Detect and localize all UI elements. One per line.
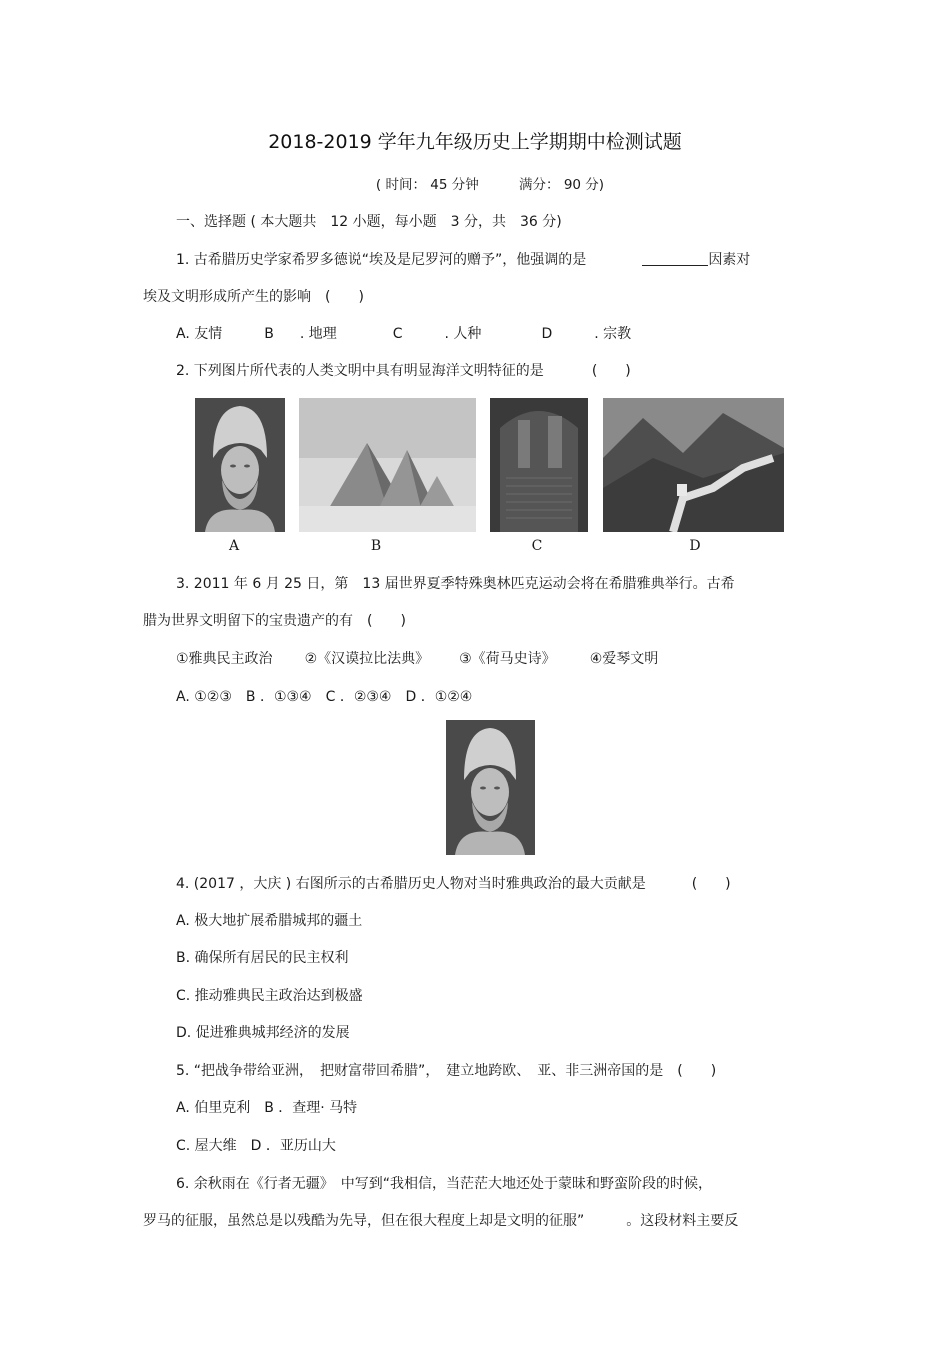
pericles-bust-image xyxy=(195,398,285,532)
q3-items xyxy=(176,650,658,668)
q2-stem: 2. 下列图片所代表的人类文明中具有明显海洋文明特征的是 xyxy=(176,363,544,379)
q2-caption-b: B xyxy=(370,538,382,554)
q2-answer-paren: ( ) xyxy=(591,363,631,379)
q6-line1: 6. 余秋雨在《行者无疆》 中写到“我相信，当茫茫大地还处于蒙昧和野蛮阶段的时候， xyxy=(176,1176,713,1192)
q5-options-1: A. 伯里克利 B ．查理· 马特 xyxy=(176,1100,358,1116)
q2-caption-a: A xyxy=(228,538,240,554)
q2-line1 xyxy=(176,362,631,380)
q4-option-d: D. 促进雅典城邦经济的发展 xyxy=(176,1025,350,1041)
q1-option-c-letter: C xyxy=(392,326,403,342)
section-heading: 一、选择题 ( 本大题共 12 小题，每小题 3 分，共 36 分) xyxy=(176,214,562,230)
q6-line2: 罗马的征服，虽然总是以残酷为先导，但在很大程度上却是文明的征服” 。这段材料主要反 xyxy=(143,1213,739,1229)
pericles-portrait-image xyxy=(446,720,535,855)
q4-stem: 4. (2017 ，大庆 ) 右图所示的古希腊历史人物对当时雅典政治的最大贡献是 xyxy=(176,876,646,892)
q3-item-3: ③《荷马史诗》 xyxy=(459,651,556,667)
q1-option-b-letter: B xyxy=(264,326,274,342)
q1-options xyxy=(176,325,631,343)
pyramids-image xyxy=(299,398,476,532)
q1-option-d: . 宗教 xyxy=(594,326,632,342)
exam-info xyxy=(0,176,950,194)
q4-option-b: B. 确保所有居民的民主权利 xyxy=(176,950,349,966)
q4-line1 xyxy=(176,875,731,893)
q1-option-d-letter: D xyxy=(541,326,553,342)
q1-blank xyxy=(642,251,708,266)
q1-option-b: . 地理 xyxy=(299,326,337,342)
page-title: 2018-2019 学年九年级历史上学期期中检测试题 xyxy=(268,131,682,153)
q1-line2: 埃及文明形成所产生的影响 ( ) xyxy=(143,289,364,305)
great-wall-image xyxy=(603,398,784,532)
q5-options-2: C. 屋大维 D ．亚历山大 xyxy=(176,1138,336,1154)
q1-line1 xyxy=(176,251,750,269)
exam-score: 满分： 90 分) xyxy=(519,177,605,193)
q3-item-4: ④爱琴文明 xyxy=(589,651,659,667)
q3-line1: 3. 2011 年 6 月 25 日，第 13 届世界夏季特殊奥林匹克运动会将在希腊雅典举行。古希 xyxy=(176,576,735,592)
q1-option-c: . 人种 xyxy=(444,326,482,342)
q3-item-1: ①雅典民主政治 xyxy=(176,651,273,667)
q3-options: A. ①②③ B ．①③④ C ．②③④ D ．①②④ xyxy=(176,689,473,705)
exam-time: ( 时间： 45 分钟 xyxy=(375,177,479,193)
q5-line1: 5. “把战争带给亚洲， 把财富带回希腊”， 建立地跨欧、 亚、非三洲帝国的是 ( ) xyxy=(176,1063,717,1079)
q1-option-a: A. 友情 xyxy=(176,326,223,342)
q2-caption-c: C xyxy=(531,538,543,554)
q2-caption-d: D xyxy=(689,538,701,554)
q4-option-c: C. 推动雅典民主政治达到极盛 xyxy=(176,988,363,1004)
q1-stem-end: 因素对 xyxy=(708,252,751,268)
q4-option-a: A. 极大地扩展希腊城邦的疆土 xyxy=(176,913,363,929)
q4-answer-paren: ( ) xyxy=(691,876,731,892)
hammurabi-stele-image xyxy=(490,398,588,532)
q1-stem: 1. 古希腊历史学家希罗多德说“埃及是尼罗河的赠予”，他强调的是 xyxy=(176,252,587,268)
q3-item-2: ②《汉谟拉比法典》 xyxy=(304,651,430,667)
q3-line2: 腊为世界文明留下的宝贵遗产的有 ( ) xyxy=(143,613,406,629)
